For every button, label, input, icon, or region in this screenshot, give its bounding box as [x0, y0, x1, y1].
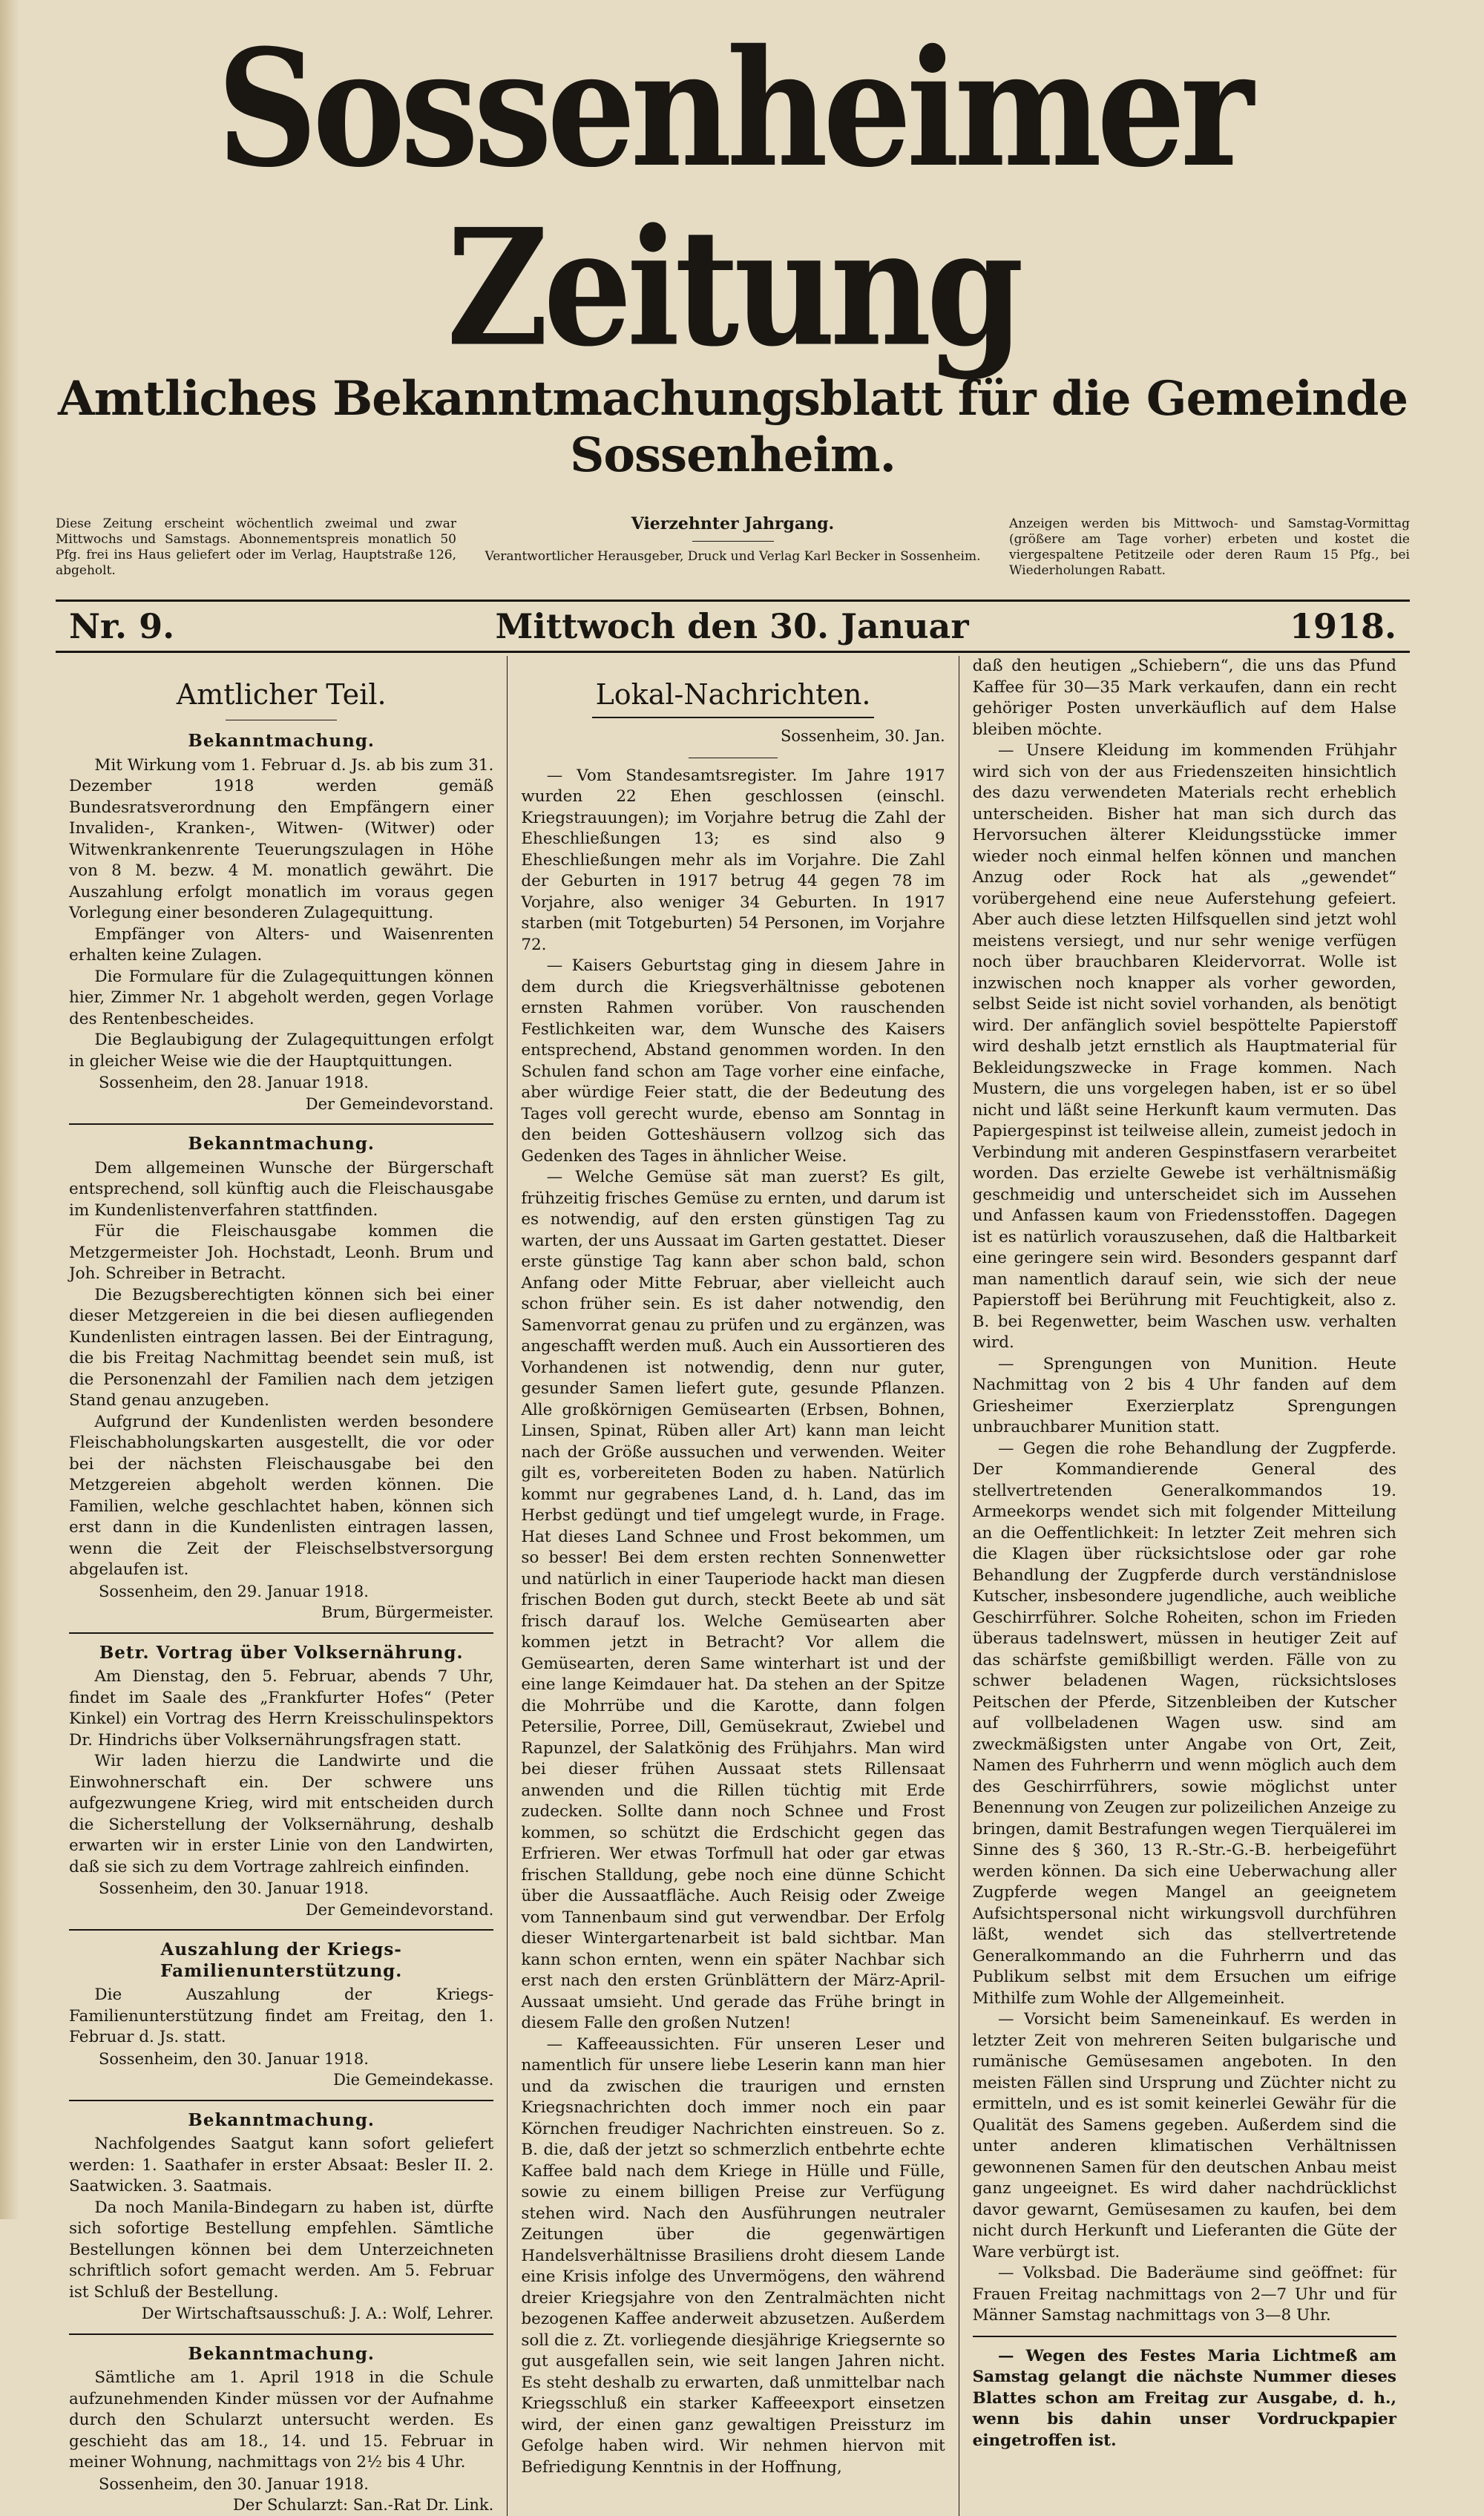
- notice-date: Sossenheim, den 30. Januar 1918.: [99, 2049, 369, 2068]
- notice-paragraph: Wir laden hierzu die Landwirte und die Einwohnerschaft ein. Der schwere uns aufgezwungene Krieg, wird mit entscheiden durch die Sicherstellung der Volksernährung, deshalb erwarten wir in erster Linie von den Landwirten, daß sie sich zu dem Vortrage zahlreich einfinden.: [69, 1752, 494, 1876]
- advertising-info: Anzeigen werden bis Mittwoch- und Samstag-Vormittag (größere am Tage vorher) erbeten und kostet die viergespaltene Petitzeile oder deren Raum 15 Pfg., bei Wiederholungen Rabatt.: [1009, 516, 1410, 578]
- publisher-info: [479, 516, 987, 579]
- notice-seed: [69, 2110, 493, 2325]
- notice-heading: Bekanntmachung.: [188, 2109, 375, 2130]
- notice-signature: Der Gemeindevorstand.: [305, 1900, 494, 1919]
- news-bath: — Volksbad. Die Baderäume sind geöffnet: für Frauen Freitag nachmittags von 2—7 Uhr und für Männer Samstag nachmittags von 3—8 Uhr.: [972, 2264, 1396, 2325]
- column-local-news: [507, 656, 958, 2516]
- notice-heading: Betr. Vortrag über Volksernährung.: [99, 1642, 464, 1663]
- issue-year: 1918.: [1289, 606, 1396, 646]
- notice-paragraph: Empfänger von Alters- und Waisenrenten erhalten keine Zulagen.: [69, 924, 494, 965]
- news-munitions: — Sprengungen von Munition. Heute Nachmittag von 2 bis 4 Uhr fanden auf dem Griesheimer Exerzierplatz Sprengungen unbrauchbarer Munition statt.: [972, 1354, 1396, 1436]
- article-columns: [56, 656, 1410, 2516]
- publisher-line: Verantwortlicher Herausgeber, Druck und Verlag Karl Becker in Sossenheim.: [485, 549, 981, 564]
- notice-signature: Die Gemeindekasse.: [333, 2071, 494, 2089]
- news-coffee: — Kaffeeaussichten. Für unseren Leser und namentlich für unsere liebe Leserin kann man hier und da zwischen die traurigen und ernsten Kriegsnachrichten doch immer noch ein paar Körnchen freudiger Nachrichten einstreuen. So z. B. die, daß der jetzt so schmerzlich entbehrte echte Kaffee bald nach dem Kriege in Hülle und Fülle, sowie zu einem billigen Preise zur Verfügung stehen wird. Nach den Ausführungen neutraler Zeitungen über die gegenwärtigen Handelsverhältnisse Brasiliens droht diesem Lande eine Krisis infolge des Unvermögens, den während dreier Kriegsjahre von den Zentralmächten nicht bezogenen Kaffee anderweit abzusetzen. Außerdem soll die z. Zt. vorliegende diesjährige Kriegsernte so gut ausgefallen sein, wie seit langen Jahren nicht. Es steht deshalb zu erwarten, daß unmittelbar nach Kriegsschluß ein starker Kaffeeexport einsetzen wird, der einen ganz gewaltigen Preissturz im Gefolge haben wird. Wir nehmen hiervon mit Befriedigung Kenntnis in der Hoffnung,: [521, 2034, 945, 2477]
- masthead: [56, 14, 1410, 579]
- notice-paragraph: Aufgrund der Kundenlisten werden besondere Fleischabholungskarten ausgestellt, die vor oder bei der nächsten Fleischausgabe bei den Metzgereien abgeholt werden können. Die Familien, welche geschlachtet haben, können sich erst dann in die Kundenlisten eintragen lassen, wenn die Zeit der Fleischselbstversorgung abgelaufen ist.: [69, 1412, 494, 1579]
- info-divider: [692, 541, 774, 542]
- section-title-local: Lokal-Nachrichten.: [592, 678, 874, 718]
- notice-paragraph: Nachfolgendes Saatgut kann sofort geliefert werden: 1. Saathafer in erster Absaat: Besler II. 2. Saatwicken. 3. Saatmais.: [69, 2135, 494, 2195]
- notice-family-support: [69, 1939, 493, 2091]
- notice-divider: [69, 2100, 493, 2101]
- news-coffee-continued: daß den heutigen „Schiebern“, die uns das Pfund Kaffee für 30—35 Mark verkaufen, dann ein recht gehöriger Posten unverkäuflich auf dem Halse bleiben möchte.: [972, 657, 1396, 739]
- notice-paragraph: Am Dienstag, den 5. Februar, abends 7 Uhr, findet im Saale des „Frankfurter Hofes“ (Peter Kinkel) ein Vortrag des Herrn Kreisschulinspektors Dr. Hindrichs über Volksernährungsfragen statt.: [69, 1667, 494, 1750]
- notice-heading: Bekanntmachung.: [188, 2343, 375, 2364]
- issue-number: Nr. 9.: [69, 606, 175, 646]
- notice-paragraph: Die Auszahlung der Kriegs-Familienunterstützung findet am Freitag, den 1. Februar d. Js. statt.: [69, 1985, 494, 2046]
- notice-divider: [69, 2333, 493, 2335]
- notice-date: Sossenheim, den 30. Januar 1918.: [99, 1879, 369, 1897]
- news-horses: — Gegen die rohe Behandlung der Zugpferde. Der Kommandierende General des stellvertretenden Generalkommandos 19. Armeekorps wendet sich mit folgender Mitteilung an die Oeffentlichkeit: In letzter Zeit mehren sich die Klagen über rücksichtslose oder gar rohe Behandlung der Zugpferde durch verständnislose Kutscher, insbesondere jugendliche, auch weibliche Geschirrführer. Solche Roheiten, schon im Frieden überaus tadelnswert, müssen in heutiger Zeit auf das schärfste gemißbilligt werden. Fälle von zu schwer beladenen Wagen, rücksichtsloses Peitschen der Pferde, Sitzenbleiben der Kutscher auf vollbeladenen Wagen usw. sind am zweckmäßigsten unter Angabe von Ort, Zeit, Namen des Fuhrherrn und wenn möglich auch dem des Geschirrführers, sowie möglichst unter Benennung von Zeugen zur polizeilichen Anzeige zu bringen, damit Bestrafungen wegen Tierquälerei im Sinne des § 360, 13 R.-Str.-G.-B. herbeigeführt werden können. Da sich eine Ueberwachung aller Zugpferde wegen Mangel an geeignetem Aufsichtspersonal nicht wirkungsvoll durchführen läßt, wendet sich das stellvertretende Generalkommando an die Fuhrherrn und das Publikum selbst mit dem Ersuchen um eifrige Mithilfe zum Wohle der Allgemeinheit.: [972, 1439, 1396, 2008]
- notice-signature: Der Schularzt: San.-Rat Dr. Link.: [232, 2496, 494, 2514]
- notice-date: Sossenheim, den 28. Januar 1918.: [99, 1074, 369, 1091]
- issue-dateline: [56, 600, 1410, 653]
- notice-divider: [69, 1632, 493, 1634]
- notice-heading: Bekanntmachung.: [188, 1134, 375, 1154]
- notice-paragraph: Die Bezugsberechtigten können sich bei einer dieser Metzgereien in die bei diesen aufliegenden Kundenlisten eintragen lassen. Bei der Eintragung, die bis Freitag Nachmittag beendet sein muß, ist die Personenzahl der Familien nach dem jetzigen Stand genau anzugeben.: [69, 1285, 494, 1410]
- news-registry: — Vom Standesamtsregister. Im Jahre 1917 wurden 22 Ehen geschlossen (einschl. Kriegstrauungen); im Vorjahre betrug die Zahl der Eheschließungen 13; es sind also 9 Eheschließungen mehr als im Vorjahre. Die Zahl der Geburten in 1917 betrug 44 gegen 78 im Vorjahre, also weniger 34 Geburten. In 1917 starben (mit Totgeburten) 54 Personen, im Vorjahre 72.: [521, 766, 945, 954]
- issue-date: Mittwoch den 30. Januar: [495, 606, 969, 646]
- notice-divider: [69, 1123, 493, 1125]
- notice-signature: Der Wirtschaftsausschuß: J. A.: Wolf, Lehrer.: [141, 2305, 494, 2322]
- notice-paragraph: Für die Fleischausgabe kommen die Metzgermeister Joh. Hochstadt, Leonh. Brum und Joh. Schreiber in Betracht.: [69, 1222, 494, 1283]
- notice-paragraph: Die Beglaubigung der Zulagequittungen erfolgt in gleicher Weise wie die der Hauptquittungen.: [69, 1031, 494, 1071]
- page-binding-edge: [0, 0, 19, 2219]
- newspaper-title: Sossenheimer Zeitung: [217, 14, 1249, 383]
- volume-year: Vierzehnter Jahrgang.: [631, 514, 835, 533]
- news-kaiser-birthday: — Kaisers Geburtstag ging in diesem Jahre in dem durch die Kriegsverhältnisse gebotenen ernsten Rahmen vorüber. Von rauschenden Festlichkeiten war, dem Wunsche des Kaisers entsprechend, Abstand genommen worden. In den Schulen fand schon am Tage vorher eine einfache, aber würdige Feier statt, die der Bedeutung des Tages voll gerecht wurde, ebenso am Sonntag in den beiden Gotteshäusern vollzog sich das Gedenken des Tages in ähnlicher Weise.: [521, 956, 945, 1166]
- notice-school: [69, 2344, 493, 2516]
- notice-divider: [69, 1929, 493, 1931]
- masthead-info-row: [56, 516, 1410, 579]
- notice-signature: Brum, Bürgermeister.: [321, 1603, 494, 1621]
- newspaper-subtitle: Amtliches Bekanntmachungsblatt für die Gemeinde Sossenheim.: [57, 371, 1408, 483]
- publication-notice: — Wegen des Festes Maria Lichtmeß am Samstag gelangt die nächste Nummer dieses Blattes schon am Freitag zur Ausgabe, d. h., wenn bis dahin unser Vordruckpapier eingetroffen ist.: [972, 2346, 1396, 2450]
- column-official: [56, 656, 507, 2516]
- notice-heading: Auszahlung der Kriegs-Familienunterstützung.: [160, 1939, 403, 1981]
- notice-paragraph: Mit Wirkung vom 1. Februar d. Js. ab bis zum 31. Dezember 1918 werden gemäß Bundesratsverordnung den Empfängern einer Invaliden-, Kranken-, Witwen- (Witwer) oder Witwenkrankenrente Teuerungszulagen in Höhe von 8 M. bezw. 4 M. monatlich gewährt. Die Auszahlung erfolgt monatlich im voraus gegen Vorlegung einer besonderen Zulagequittung.: [69, 755, 494, 922]
- notice-meat: [69, 1134, 493, 1623]
- notice-paragraph: Da noch Manila-Bindegarn zu haben ist, dürfte sich sofortige Bestellung empfehlen. Sämtliche Bestellungen können bei dem Unterzeichneten schriftlich sofort gemacht werden. Am 5. Februar ist Schluß der Bestellung.: [69, 2198, 494, 2302]
- notice-paragraph: Dem allgemeinen Wunsche der Bürgerschaft entsprechend, soll künftig auch die Fleischausgabe im Kundenlistenverfahren stattfinden.: [69, 1158, 494, 1220]
- notice-signature: Der Gemeindevorstand.: [305, 1094, 494, 1113]
- local-dateline: Sossenheim, 30. Jan.: [780, 727, 945, 745]
- column-continued: [959, 656, 1410, 2516]
- notice-paragraph: Sämtliche am 1. April 1918 in die Schule aufzunehmenden Kinder müssen vor der Aufnahme durch den Schularzt untersucht werden. Es geschieht das am 18., 14. und 15. Februar in meiner Wohnung, nachmittags von 2½ bis 4 Uhr.: [69, 2368, 494, 2471]
- news-seeds: — Vorsicht beim Sameneinkauf. Es werden in letzter Zeit von mehreren Seiten bulgarische und rumänische Gemüsesamen angeboten. In den meisten Fällen sind Ursprung und Züchter nicht zu ermitteln, und es ist somit keinerlei Gewähr für die Qualität des Samens gegeben. Außerdem sind die unter anderen klimatischen Verhältnissen gewonnenen Samen für den deutschen Anbau meist ganz ungeeignet. Es wird daher nachdrücklichst davor gewarnt, Gemüsesamen zu kaufen, bei dem nicht durch Herkunft und Lieferanten die Güte der Ware verbürgt ist.: [972, 2010, 1396, 2262]
- notice-heading: Bekanntmachung.: [188, 731, 375, 751]
- notice-lecture: [69, 1643, 493, 1921]
- subscription-info: Diese Zeitung erscheint wöchentlich zweimal und zwar Mittwochs und Samstags. Abonnementspreis monatlich 50 Pfg. frei ins Haus geliefert oder im Verlag, Hauptstraße 126, abgeholt.: [56, 516, 456, 578]
- news-vegetables: — Welche Gemüse sät man zuerst? Es gilt, frühzeitig frisches Gemüse zu ernten, und darum ist es notwendig, auf den ersten günstigen Tag zu warten, der uns Aussaat im Garten gestattet. Dieser erste günstige Tag kann aber schon bald, schon Anfang oder Mitte Februar, aber vielleicht auch schon früher sein. Es ist daher notwendig, den Samenvorrat genau zu prüfen und zu ergänzen, was angeschafft werden muß. Auch ein Aussortieren des Vorhandenen ist notwendig, denn nur guter, gesunder Samen liefert gute, gesunde Pflanzen. Alle großkörnigen Gemüsearten (Erbsen, Bohnen, Linsen, Spinat, Rüben aller Art) kann man leicht nach der Größe aussuchen und verwenden. Weiter gilt es, vorbereiteten Boden zu haben. Natürlich kommt nur gegrabenes Land, d. h. Land, das im Herbst gedüngt und tief umgelegt wurde, in Frage. Hat dieses Land Schnee und Frost bekommen, um so besser! Bei dem ersten rechten Sonnenwetter und natürlich in einer Tauperiode hackt man diesen frischen Boden gut durch, steckt Beete ab und sät frisch darauf los. Welche Gemüsearten aber kommen jetzt in Betracht? Vor allem die Gemüsearten, deren Same winterhart ist und der eine lange Keimdauer hat. Da stehen an der Spitze die Mohrrübe und die Karotte, dann folgen Petersilie, Porree, Dill, Gemüsekraut, Zwiebel und Rapunzel, der Salatkönig des Frühjahrs. Man wird bei dieser frühen Aussaat stets Rillensaat anwenden und die Rillen tüchtig mit Erde zudecken. Sollte dann noch Schnee und Frost kommen, so schützt die Erdschicht gegen das Erfrieren. Wer etwas Torfmull hat oder gar etwas frischen Stalldung, gebe noch eine dünne Schicht über die Aussaatfläche. Auch Reisig oder Zweige vom Tannenbaum sind gut verwendbar. Der Erfolg dieser Wintergartenarbeit ist bald sichtbar. Man kann schon ernten, wenn ein später Nachbar sich erst nach den ersten Grünblättern der März-April-Aussaat umsieht. Und gerade das Frühe bringt in diesem Falle den großen Nutzen!: [521, 1168, 945, 2032]
- notice-date: Sossenheim, den 29. Januar 1918.: [99, 1582, 369, 1600]
- notice-paragraph: Die Formulare für die Zulagequittungen können hier, Zimmer Nr. 1 abgeholt werden, gegen Vorlage des Rentenbescheides.: [69, 967, 494, 1028]
- news-clothing: — Unsere Kleidung im kommenden Frühjahr wird sich von der aus Friedenszeiten hinsichtlich des dazu verwendeten Materials recht erheblich unterscheiden. Bisher hat man sich durch das Hervorsuchen älterer Kleidungsstücke immer wieder noch einmal helfen können und manchen Anzug oder Rock hat als „gewendet“ vorübergehend eine neue Auferstehung gefeiert. Aber auch diese letzten Hilfsquellen sind jetzt wohl meistens versiegt, und nur sehr wenige verfügen noch über brauchbaren Kleidervorrat. Wolle ist inzwischen noch knapper als vorher geworden, selbst Seide ist nicht soviel vorhanden, als benötigt wird. Der anfänglich soviel bespöttelte Papierstoff wird deshalb jetzt ernstlich als Hauptmaterial für Bekleidungszwecke in Frage kommen. Nach Mustern, die uns vorgelegen haben, ist er so übel nicht und läßt seine Herkunft kaum vermuten. Das Papiergespinst ist teilweise allein, zumeist jedoch in Verbindung mit anderen Gespinstfasern verarbeitet worden. Das erzielte Gewebe ist verhältnismäßig geschmeidig und unterscheidet sich im Aussehen und Anfassen kaum von Friedensstoffen. Dagegen ist es natürlich vorauszusehen, daß die Haltbarkeit eine geringere sein wird. Besonders gespannt darf man namentlich darauf sein, wie sich der neue Papierstoff bei Berührung mit Feuchtigkeit, also z. B. bei Regenwetter, beim Waschen usw. verhalten wird.: [972, 741, 1396, 1352]
- section-title-official: Amtlicher Teil.: [176, 678, 387, 711]
- notice-allowance: [69, 731, 493, 1114]
- notice-divider: [973, 2336, 1396, 2337]
- notice-date: Sossenheim, den 30. Januar 1918.: [99, 2474, 369, 2493]
